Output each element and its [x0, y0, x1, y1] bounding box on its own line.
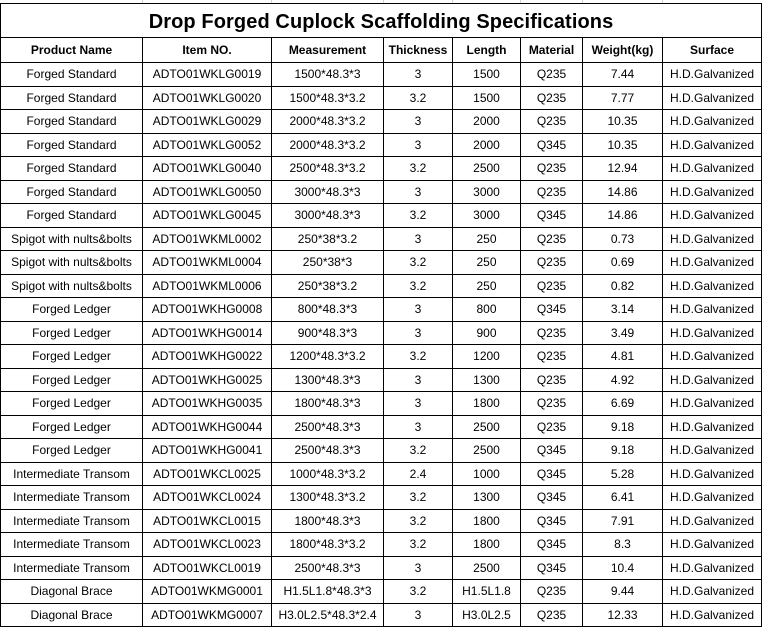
- item-no-cell: ADTO01WKLG0040: [143, 157, 272, 181]
- weight-cell: 9.44: [583, 580, 663, 604]
- product-name-cell: Spigot with nults&bolts: [1, 227, 143, 251]
- surface-cell: H.D.Galvanized: [663, 392, 762, 416]
- title-row: [1, 4, 762, 38]
- thickness-cell: 3.2: [384, 345, 453, 369]
- length-cell: 1200: [453, 345, 521, 369]
- material-cell: Q345: [521, 462, 583, 486]
- material-cell: Q345: [521, 533, 583, 557]
- table-row: [1, 392, 762, 416]
- measurement-cell: 1800*48.3*3: [272, 509, 384, 533]
- thickness-cell: 3.2: [384, 157, 453, 181]
- table-row: [1, 63, 762, 87]
- table-row: [1, 486, 762, 510]
- weight-cell: 5.28: [583, 462, 663, 486]
- table-row: [1, 439, 762, 463]
- surface-cell: H.D.Galvanized: [663, 462, 762, 486]
- surface-cell: H.D.Galvanized: [663, 133, 762, 157]
- table-row: [1, 345, 762, 369]
- measurement-cell: 2500*48.3*3: [272, 415, 384, 439]
- table-row: [1, 86, 762, 110]
- table-row: [1, 368, 762, 392]
- weight-cell: 7.44: [583, 63, 663, 87]
- thickness-cell: 3.2: [384, 509, 453, 533]
- length-cell: 250: [453, 251, 521, 275]
- surface-cell: H.D.Galvanized: [663, 321, 762, 345]
- weight-cell: 9.18: [583, 439, 663, 463]
- measurement-cell: 1800*48.3*3: [272, 392, 384, 416]
- item-no-cell: ADTO01WKMG0001: [143, 580, 272, 604]
- table-row: [1, 556, 762, 580]
- length-cell: 3000: [453, 180, 521, 204]
- item-no-cell: ADTO01WKMG0007: [143, 603, 272, 627]
- column-header-length: Length: [453, 38, 521, 63]
- weight-cell: 4.92: [583, 368, 663, 392]
- thickness-cell: 3: [384, 298, 453, 322]
- item-no-cell: ADTO01WKML0002: [143, 227, 272, 251]
- material-cell: Q235: [521, 580, 583, 604]
- material-cell: Q235: [521, 415, 583, 439]
- product-name-cell: Forged Standard: [1, 157, 143, 181]
- product-name-cell: Forged Ledger: [1, 439, 143, 463]
- thickness-cell: 3: [384, 63, 453, 87]
- item-no-cell: ADTO01WKCL0019: [143, 556, 272, 580]
- material-cell: Q235: [521, 345, 583, 369]
- length-cell: 1500: [453, 63, 521, 87]
- material-cell: Q235: [521, 86, 583, 110]
- table-row: [1, 274, 762, 298]
- length-cell: 2500: [453, 439, 521, 463]
- measurement-cell: H3.0L2.5*48.3*2.4: [272, 603, 384, 627]
- length-cell: 1000: [453, 462, 521, 486]
- measurement-cell: 900*48.3*3: [272, 321, 384, 345]
- weight-cell: 8.3: [583, 533, 663, 557]
- surface-cell: H.D.Galvanized: [663, 298, 762, 322]
- length-cell: 1500: [453, 86, 521, 110]
- material-cell: Q235: [521, 392, 583, 416]
- column-header-measurement: Measurement: [272, 38, 384, 63]
- item-no-cell: ADTO01WKHG0025: [143, 368, 272, 392]
- surface-cell: H.D.Galvanized: [663, 63, 762, 87]
- item-no-cell: ADTO01WKCL0023: [143, 533, 272, 557]
- measurement-cell: 1300*48.3*3: [272, 368, 384, 392]
- thickness-cell: 3: [384, 110, 453, 134]
- product-name-cell: Forged Ledger: [1, 298, 143, 322]
- product-name-cell: Intermediate Transom: [1, 533, 143, 557]
- material-cell: Q345: [521, 204, 583, 228]
- thickness-cell: 3: [384, 556, 453, 580]
- measurement-cell: 1500*48.3*3: [272, 63, 384, 87]
- surface-cell: H.D.Galvanized: [663, 415, 762, 439]
- thickness-cell: 3.2: [384, 439, 453, 463]
- table-row: [1, 133, 762, 157]
- thickness-cell: 3: [384, 227, 453, 251]
- surface-cell: H.D.Galvanized: [663, 556, 762, 580]
- length-cell: 250: [453, 274, 521, 298]
- thickness-cell: 3: [384, 368, 453, 392]
- table-row: [1, 603, 762, 627]
- surface-cell: H.D.Galvanized: [663, 251, 762, 275]
- header-row: [1, 38, 762, 63]
- table-title: Drop Forged Cuplock Scaffolding Specifications: [1, 4, 762, 38]
- measurement-cell: H1.5L1.8*48.3*3: [272, 580, 384, 604]
- product-name-cell: Forged Ledger: [1, 345, 143, 369]
- thickness-cell: 3.2: [384, 486, 453, 510]
- material-cell: Q345: [521, 556, 583, 580]
- measurement-cell: 2500*48.3*3: [272, 556, 384, 580]
- measurement-cell: 250*38*3: [272, 251, 384, 275]
- material-cell: Q235: [521, 321, 583, 345]
- material-cell: Q235: [521, 227, 583, 251]
- material-cell: Q345: [521, 439, 583, 463]
- surface-cell: H.D.Galvanized: [663, 368, 762, 392]
- length-cell: 2500: [453, 157, 521, 181]
- product-name-cell: Forged Standard: [1, 180, 143, 204]
- surface-cell: H.D.Galvanized: [663, 486, 762, 510]
- product-name-cell: Forged Ledger: [1, 321, 143, 345]
- item-no-cell: ADTO01WKHG0014: [143, 321, 272, 345]
- thickness-cell: 3: [384, 180, 453, 204]
- thickness-cell: 2.4: [384, 462, 453, 486]
- table-row: [1, 157, 762, 181]
- surface-cell: H.D.Galvanized: [663, 533, 762, 557]
- item-no-cell: ADTO01WKHG0044: [143, 415, 272, 439]
- thickness-cell: 3.2: [384, 251, 453, 275]
- product-name-cell: Forged Standard: [1, 110, 143, 134]
- measurement-cell: 1800*48.3*3.2: [272, 533, 384, 557]
- measurement-cell: 2000*48.3*3.2: [272, 110, 384, 134]
- measurement-cell: 1000*48.3*3.2: [272, 462, 384, 486]
- product-name-cell: Forged Ledger: [1, 368, 143, 392]
- surface-cell: H.D.Galvanized: [663, 227, 762, 251]
- item-no-cell: ADTO01WKLG0050: [143, 180, 272, 204]
- product-name-cell: Intermediate Transom: [1, 462, 143, 486]
- table-row: [1, 533, 762, 557]
- length-cell: 800: [453, 298, 521, 322]
- table-row: [1, 227, 762, 251]
- length-cell: 2000: [453, 110, 521, 134]
- length-cell: 900: [453, 321, 521, 345]
- table-row: [1, 298, 762, 322]
- surface-cell: H.D.Galvanized: [663, 345, 762, 369]
- material-cell: Q235: [521, 180, 583, 204]
- product-name-cell: Intermediate Transom: [1, 556, 143, 580]
- product-name-cell: Diagonal Brace: [1, 603, 143, 627]
- item-no-cell: ADTO01WKLG0052: [143, 133, 272, 157]
- table-row: [1, 509, 762, 533]
- weight-cell: 10.4: [583, 556, 663, 580]
- weight-cell: 0.69: [583, 251, 663, 275]
- thickness-cell: 3.2: [384, 533, 453, 557]
- item-no-cell: ADTO01WKML0004: [143, 251, 272, 275]
- weight-cell: 7.77: [583, 86, 663, 110]
- length-cell: 1800: [453, 392, 521, 416]
- table-row: [1, 580, 762, 604]
- table-row: [1, 321, 762, 345]
- weight-cell: 4.81: [583, 345, 663, 369]
- length-cell: 1300: [453, 486, 521, 510]
- table-row: [1, 415, 762, 439]
- measurement-cell: 3000*48.3*3: [272, 180, 384, 204]
- surface-cell: H.D.Galvanized: [663, 439, 762, 463]
- surface-cell: H.D.Galvanized: [663, 603, 762, 627]
- surface-cell: H.D.Galvanized: [663, 180, 762, 204]
- column-header-weight: Weight(kg): [583, 38, 663, 63]
- column-header-thickness: Thickness: [384, 38, 453, 63]
- material-cell: Q235: [521, 274, 583, 298]
- surface-cell: H.D.Galvanized: [663, 204, 762, 228]
- measurement-cell: 1500*48.3*3.2: [272, 86, 384, 110]
- measurement-cell: 2000*48.3*3.2: [272, 133, 384, 157]
- material-cell: Q345: [521, 133, 583, 157]
- material-cell: Q235: [521, 603, 583, 627]
- thickness-cell: 3.2: [384, 86, 453, 110]
- length-cell: 250: [453, 227, 521, 251]
- measurement-cell: 1300*48.3*3.2: [272, 486, 384, 510]
- material-cell: Q235: [521, 110, 583, 134]
- length-cell: 2500: [453, 556, 521, 580]
- weight-cell: 6.41: [583, 486, 663, 510]
- length-cell: H3.0L2.5: [453, 603, 521, 627]
- measurement-cell: 250*38*3.2: [272, 274, 384, 298]
- product-name-cell: Intermediate Transom: [1, 509, 143, 533]
- table-row: [1, 251, 762, 275]
- weight-cell: 14.86: [583, 180, 663, 204]
- surface-cell: H.D.Galvanized: [663, 86, 762, 110]
- product-name-cell: Intermediate Transom: [1, 486, 143, 510]
- material-cell: Q345: [521, 486, 583, 510]
- product-name-cell: Spigot with nults&bolts: [1, 274, 143, 298]
- weight-cell: 14.86: [583, 204, 663, 228]
- thickness-cell: 3: [384, 321, 453, 345]
- weight-cell: 6.69: [583, 392, 663, 416]
- specifications-table: [0, 3, 762, 627]
- measurement-cell: 1200*48.3*3.2: [272, 345, 384, 369]
- thickness-cell: 3: [384, 133, 453, 157]
- thickness-cell: 3.2: [384, 580, 453, 604]
- thickness-cell: 3.2: [384, 274, 453, 298]
- item-no-cell: ADTO01WKLG0019: [143, 63, 272, 87]
- surface-cell: H.D.Galvanized: [663, 580, 762, 604]
- item-no-cell: ADTO01WKLG0045: [143, 204, 272, 228]
- measurement-cell: 2500*48.3*3.2: [272, 157, 384, 181]
- item-no-cell: ADTO01WKHG0022: [143, 345, 272, 369]
- weight-cell: 0.82: [583, 274, 663, 298]
- weight-cell: 3.14: [583, 298, 663, 322]
- surface-cell: H.D.Galvanized: [663, 110, 762, 134]
- surface-cell: H.D.Galvanized: [663, 509, 762, 533]
- weight-cell: 3.49: [583, 321, 663, 345]
- table-row: [1, 462, 762, 486]
- product-name-cell: Forged Standard: [1, 133, 143, 157]
- length-cell: 1300: [453, 368, 521, 392]
- product-name-cell: Diagonal Brace: [1, 580, 143, 604]
- measurement-cell: 250*38*3.2: [272, 227, 384, 251]
- material-cell: Q235: [521, 368, 583, 392]
- length-cell: 2000: [453, 133, 521, 157]
- item-no-cell: ADTO01WKML0006: [143, 274, 272, 298]
- column-header-material: Material: [521, 38, 583, 63]
- measurement-cell: 2500*48.3*3: [272, 439, 384, 463]
- thickness-cell: 3: [384, 392, 453, 416]
- product-name-cell: Forged Ledger: [1, 392, 143, 416]
- material-cell: Q345: [521, 298, 583, 322]
- surface-cell: H.D.Galvanized: [663, 157, 762, 181]
- table-row: [1, 110, 762, 134]
- table-row: [1, 180, 762, 204]
- product-name-cell: Forged Standard: [1, 86, 143, 110]
- item-no-cell: ADTO01WKHG0008: [143, 298, 272, 322]
- length-cell: 1800: [453, 509, 521, 533]
- product-name-cell: Forged Ledger: [1, 415, 143, 439]
- product-name-cell: Forged Standard: [1, 63, 143, 87]
- material-cell: Q345: [521, 509, 583, 533]
- weight-cell: 10.35: [583, 110, 663, 134]
- material-cell: Q235: [521, 63, 583, 87]
- product-name-cell: Spigot with nults&bolts: [1, 251, 143, 275]
- measurement-cell: 800*48.3*3: [272, 298, 384, 322]
- length-cell: 1800: [453, 533, 521, 557]
- measurement-cell: 3000*48.3*3: [272, 204, 384, 228]
- item-no-cell: ADTO01WKHG0035: [143, 392, 272, 416]
- table-row: [1, 204, 762, 228]
- material-cell: Q235: [521, 251, 583, 275]
- thickness-cell: 3: [384, 603, 453, 627]
- item-no-cell: ADTO01WKHG0041: [143, 439, 272, 463]
- weight-cell: 9.18: [583, 415, 663, 439]
- item-no-cell: ADTO01WKLG0020: [143, 86, 272, 110]
- column-header-product-name: Product Name: [1, 38, 143, 63]
- item-no-cell: ADTO01WKCL0025: [143, 462, 272, 486]
- weight-cell: 12.94: [583, 157, 663, 181]
- weight-cell: 10.35: [583, 133, 663, 157]
- weight-cell: 12.33: [583, 603, 663, 627]
- surface-cell: H.D.Galvanized: [663, 274, 762, 298]
- item-no-cell: ADTO01WKLG0029: [143, 110, 272, 134]
- weight-cell: 0.73: [583, 227, 663, 251]
- item-no-cell: ADTO01WKCL0015: [143, 509, 272, 533]
- length-cell: H1.5L1.8: [453, 580, 521, 604]
- length-cell: 3000: [453, 204, 521, 228]
- item-no-cell: ADTO01WKCL0024: [143, 486, 272, 510]
- column-header-item-no: Item NO.: [143, 38, 272, 63]
- thickness-cell: 3: [384, 415, 453, 439]
- column-header-surface: Surface: [663, 38, 762, 63]
- weight-cell: 7.91: [583, 509, 663, 533]
- product-name-cell: Forged Standard: [1, 204, 143, 228]
- material-cell: Q235: [521, 157, 583, 181]
- length-cell: 2500: [453, 415, 521, 439]
- thickness-cell: 3.2: [384, 204, 453, 228]
